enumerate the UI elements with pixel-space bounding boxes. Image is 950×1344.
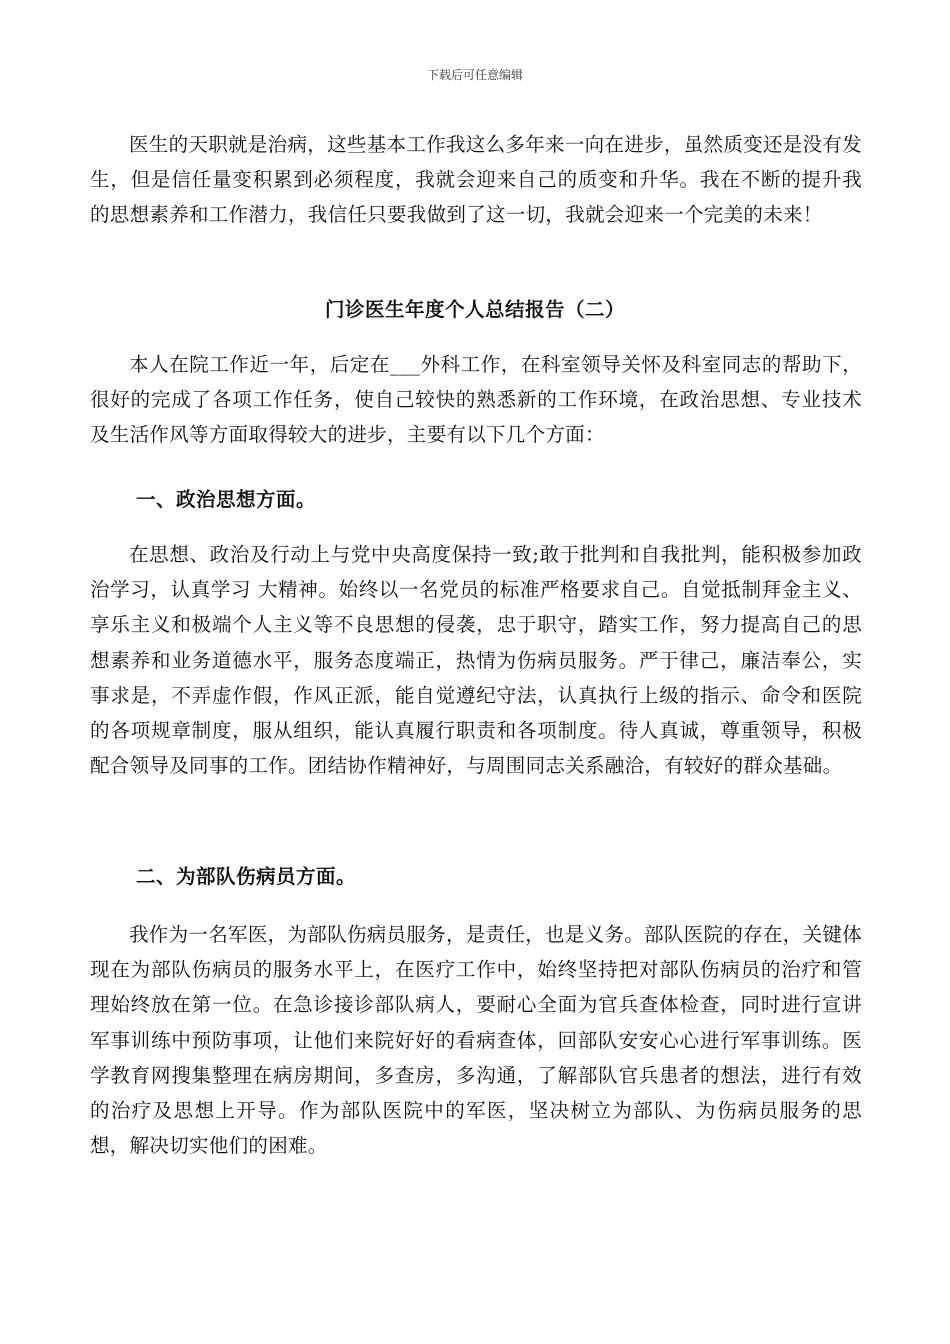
opening-paragraph: 本人在院工作近一年，后定在___外科工作，在科室领导关怀及科室同志的帮助下，很好的完成了各项工作任务，使自己较快的熟悉新的工作环境，在政治思想、专业技术及生活作风等方面取得较大的进步，主要有以下几个方面： <box>90 353 862 447</box>
section2-body <box>90 917 862 1163</box>
section2-heading: 二、为部队伤病员方面。 <box>136 865 357 888</box>
section1-heading: 一、政治思想方面。 <box>136 488 317 511</box>
opening-section <box>90 347 862 453</box>
section1-paragraph: 在思想、政治及行动上与党中央高度保持一致;敢于批判和自我批判，能积极参加政治学习，认真学习 大精神。始终以一名党员的标准严格要求自己。自觉抵制拜金主义、享乐主义和极端个人主义等不良思想的侵袭，忠于职守，踏实工作，努力提高自己的思想素养和业务道德水平，服务态度端正，热情为伤病员服务。严于律己，廉洁奉公，实事求是，不弄虚作假，作风正派，能自觉遵纪守法，认真执行上级的指示、命令和医院的各项规章制度，服从组织，能认真履行职责和各项制度。待人真诚，尊重领导，积极配合领导及同事的工作。团结协作精神好，与周围同志关系融洽，有较好的群众基础。 <box>90 543 862 778</box>
intro-section <box>90 127 862 233</box>
intro-paragraph: 医生的天职就是治病，这些基本工作我这么多年来一向在进步，虽然质变还是没有发生，但是信任量变积累到必须程度，我就会迎来自己的质变和升华。我在不断的提升我的思想素养和工作潜力，我信任只要我做到了这一切，我就会迎来一个完美的未来！ <box>90 133 862 227</box>
section1-body <box>90 537 862 783</box>
section2-paragraph: 我作为一名军医，为部队伤病员服务，是责任，也是义务。部队医院的存在，关键体现在为部队伤病员的服务水平上，在医疗工作中，始终坚持把对部队伤病员的治疗和管理始终放在第一位。在急诊接诊部队病人，要耐心全面为官兵查体检查，同时进行宣讲军事训练中预防事项，让他们来院好好的看病查体，回部队安安心心进行军事训练。医学教育网搜集整理在病房期间，多查房，多沟通，了解部队官兵患者的想法，进行有效的治疗及思想上开导。作为部队医院中的军医，坚决树立为部队、为伤病员服务的思想，解决切实他们的困难。 <box>90 923 862 1158</box>
report-title: 门诊医生年度个人总结报告（二） <box>324 298 625 321</box>
header-note: 下载后可任意编辑 <box>426 68 523 82</box>
